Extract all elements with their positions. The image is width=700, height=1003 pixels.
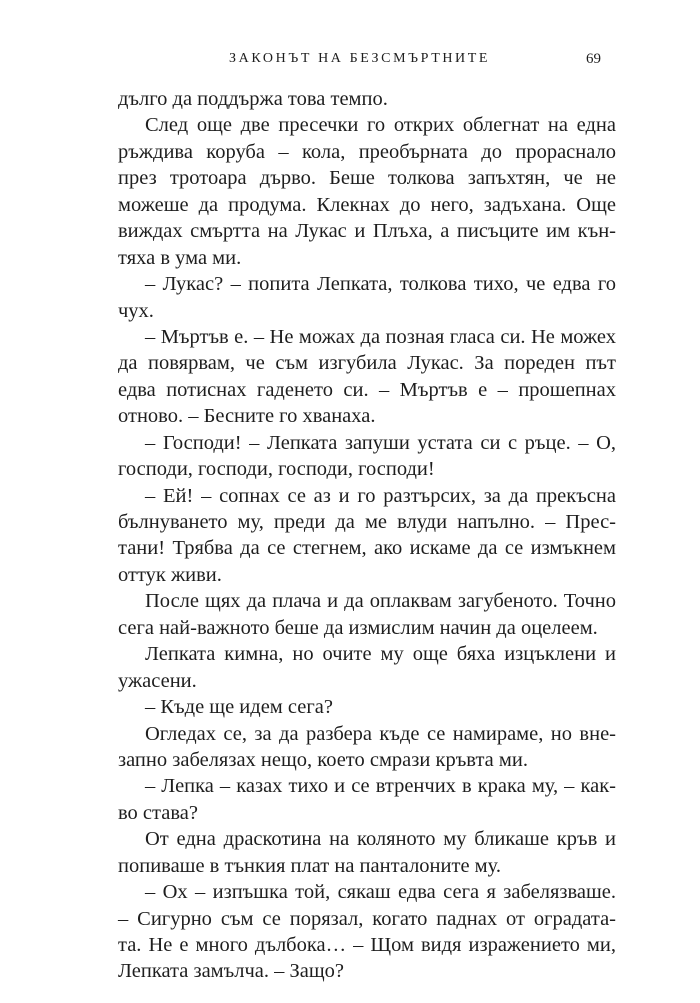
text-line: та. Не е много дълбока… – Щом видя изражението ми, [118, 934, 616, 956]
text-line: ужасени. [118, 669, 197, 692]
running-title: ЗАКОНЪТ НА БЕЗСМЪРТНИТЕ [229, 51, 491, 66]
text-line: После щях да плача и да оплаквам загубеното. Точно [145, 590, 616, 613]
text-line: попиваше в тънкия плат на панталоните му. [118, 854, 501, 877]
text-line: – Къде ще идем сега? [145, 696, 333, 719]
text-line: чух. [118, 299, 154, 322]
page-number: 69 [586, 51, 601, 67]
text-line: тяха в ума ми. [118, 246, 242, 269]
text-line: сега най-важното беше да измислим начин да оцелеем. [118, 616, 598, 639]
text-line: отново. – Бесните го хванаха. [118, 405, 376, 428]
text-line: едва потиснах гаденето си. – Мъртъв е – прошепнах [118, 378, 616, 401]
text-line: дълго да поддържа това темпо. [118, 88, 388, 110]
text-line: Лепката кимна, но очите му още бяха изцъклени и [145, 643, 616, 666]
text-line: – Сигурно съм се порязал, когато паднах от оградата- [118, 907, 616, 930]
text-line: След още две пресечки го открих облегнат на една [145, 114, 616, 137]
text-line: – Господи! – Лепката запуши устата си с ръце. – О, [145, 431, 616, 454]
text-line: виждах смъртта на Лукас и Плъха, а писъците им кън- [118, 220, 616, 243]
text-line: – Мъртъв е. – Не можах да позная гласа си. Не можех [145, 325, 616, 348]
text-line: От една драскотина на коляното му бликаше кръв и [145, 828, 616, 851]
text-line: да повярвам, че съм изгубила Лукас. За пореден път [118, 352, 616, 375]
text-line: оттук живи. [118, 563, 222, 586]
text-line: – Лепка – казах тихо и се втренчих в крака му, – как- [145, 775, 616, 798]
text-line: господи, господи, господи, господи! [118, 458, 435, 481]
text-line: ръждива коруба – кола, преобърната до прораснало [118, 140, 616, 163]
body-text [118, 86, 616, 985]
text-line: – Лукас? – попита Лепката, толкова тихо, че едва го [145, 273, 616, 296]
text-line: Лепката замълча. – Защо? [118, 960, 345, 983]
text-line: Огледах се, за да разбера къде се намираме, но вне- [145, 722, 616, 745]
text-line: през тротоара дърво. Беше толкова запъхтян, че не [118, 167, 616, 190]
running-head [0, 51, 700, 73]
text-line: – Ей! – сопнах се аз и го разтърсих, за да прекъсна [145, 484, 616, 507]
text-line: во става? [118, 801, 198, 824]
text-line: тани! Трябва да се стегнем, ако искаме да се измъкнем [118, 537, 616, 560]
text-line: можеше да продума. Клекнах до него, задъхана. Още [118, 193, 616, 216]
text-line: бълнуването му, преди да ме влуди напълно. – Прес- [118, 511, 616, 533]
text-line: запно забелязах нещо, което смрази кръвта ми. [118, 748, 528, 771]
text-line: – Ох – изпъшка той, сякаш едва сега я забелязваше. [145, 881, 616, 904]
